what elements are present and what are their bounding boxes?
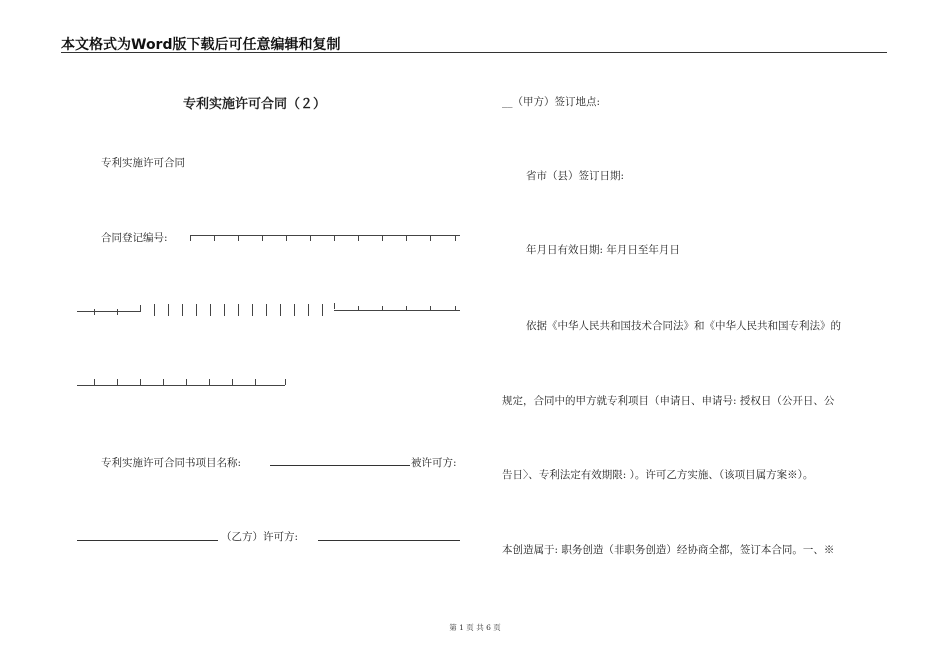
signing-place-line: __（甲方）签订地点: bbox=[502, 96, 601, 108]
project-name-label: 专利实施许可合同书项目名称: bbox=[101, 457, 242, 469]
signing-date-line: 省市（县）签订日期: bbox=[526, 170, 625, 182]
page-number-footer: 第 1 页 共 6 页 bbox=[449, 623, 501, 632]
contract-subtitle: 专利实施许可合同 bbox=[101, 157, 185, 169]
body-paragraph-line-4: 本创造属于: 职务创造（非职务创造）经协商全都，签订本合同。一、※ bbox=[502, 544, 835, 556]
licensor-blank bbox=[318, 540, 460, 541]
page-header-title: 本文格式为Word版下载后可任意编辑和复制 bbox=[61, 37, 341, 53]
header-divider bbox=[61, 52, 887, 53]
body-paragraph-line-2: 规定，合同中的甲方就专利项目（申请日、申请号: 授权日（公开日、公 bbox=[502, 395, 835, 407]
body-paragraph-line-3: 告日〉、专利法定有效期限: ）。许可乙方实施、（该项目属方案※）。 bbox=[502, 469, 814, 481]
party-b-licensor-label: （乙方）许可方: bbox=[221, 531, 299, 543]
body-paragraph-line-1: 依据《中华人民共和国技术合同法》和《中华人民共和国专利法》的 bbox=[526, 320, 841, 332]
validity-period-line: 年月日有效日期: 年月日至年月日 bbox=[526, 244, 680, 256]
registration-number-label: 合同登记编号: bbox=[101, 232, 168, 244]
document-title: 专利实施许可合同（２） bbox=[183, 97, 327, 112]
licensee-label: 被许可方: bbox=[411, 457, 457, 469]
project-name-blank bbox=[270, 465, 410, 466]
party-b-blank bbox=[77, 540, 218, 541]
